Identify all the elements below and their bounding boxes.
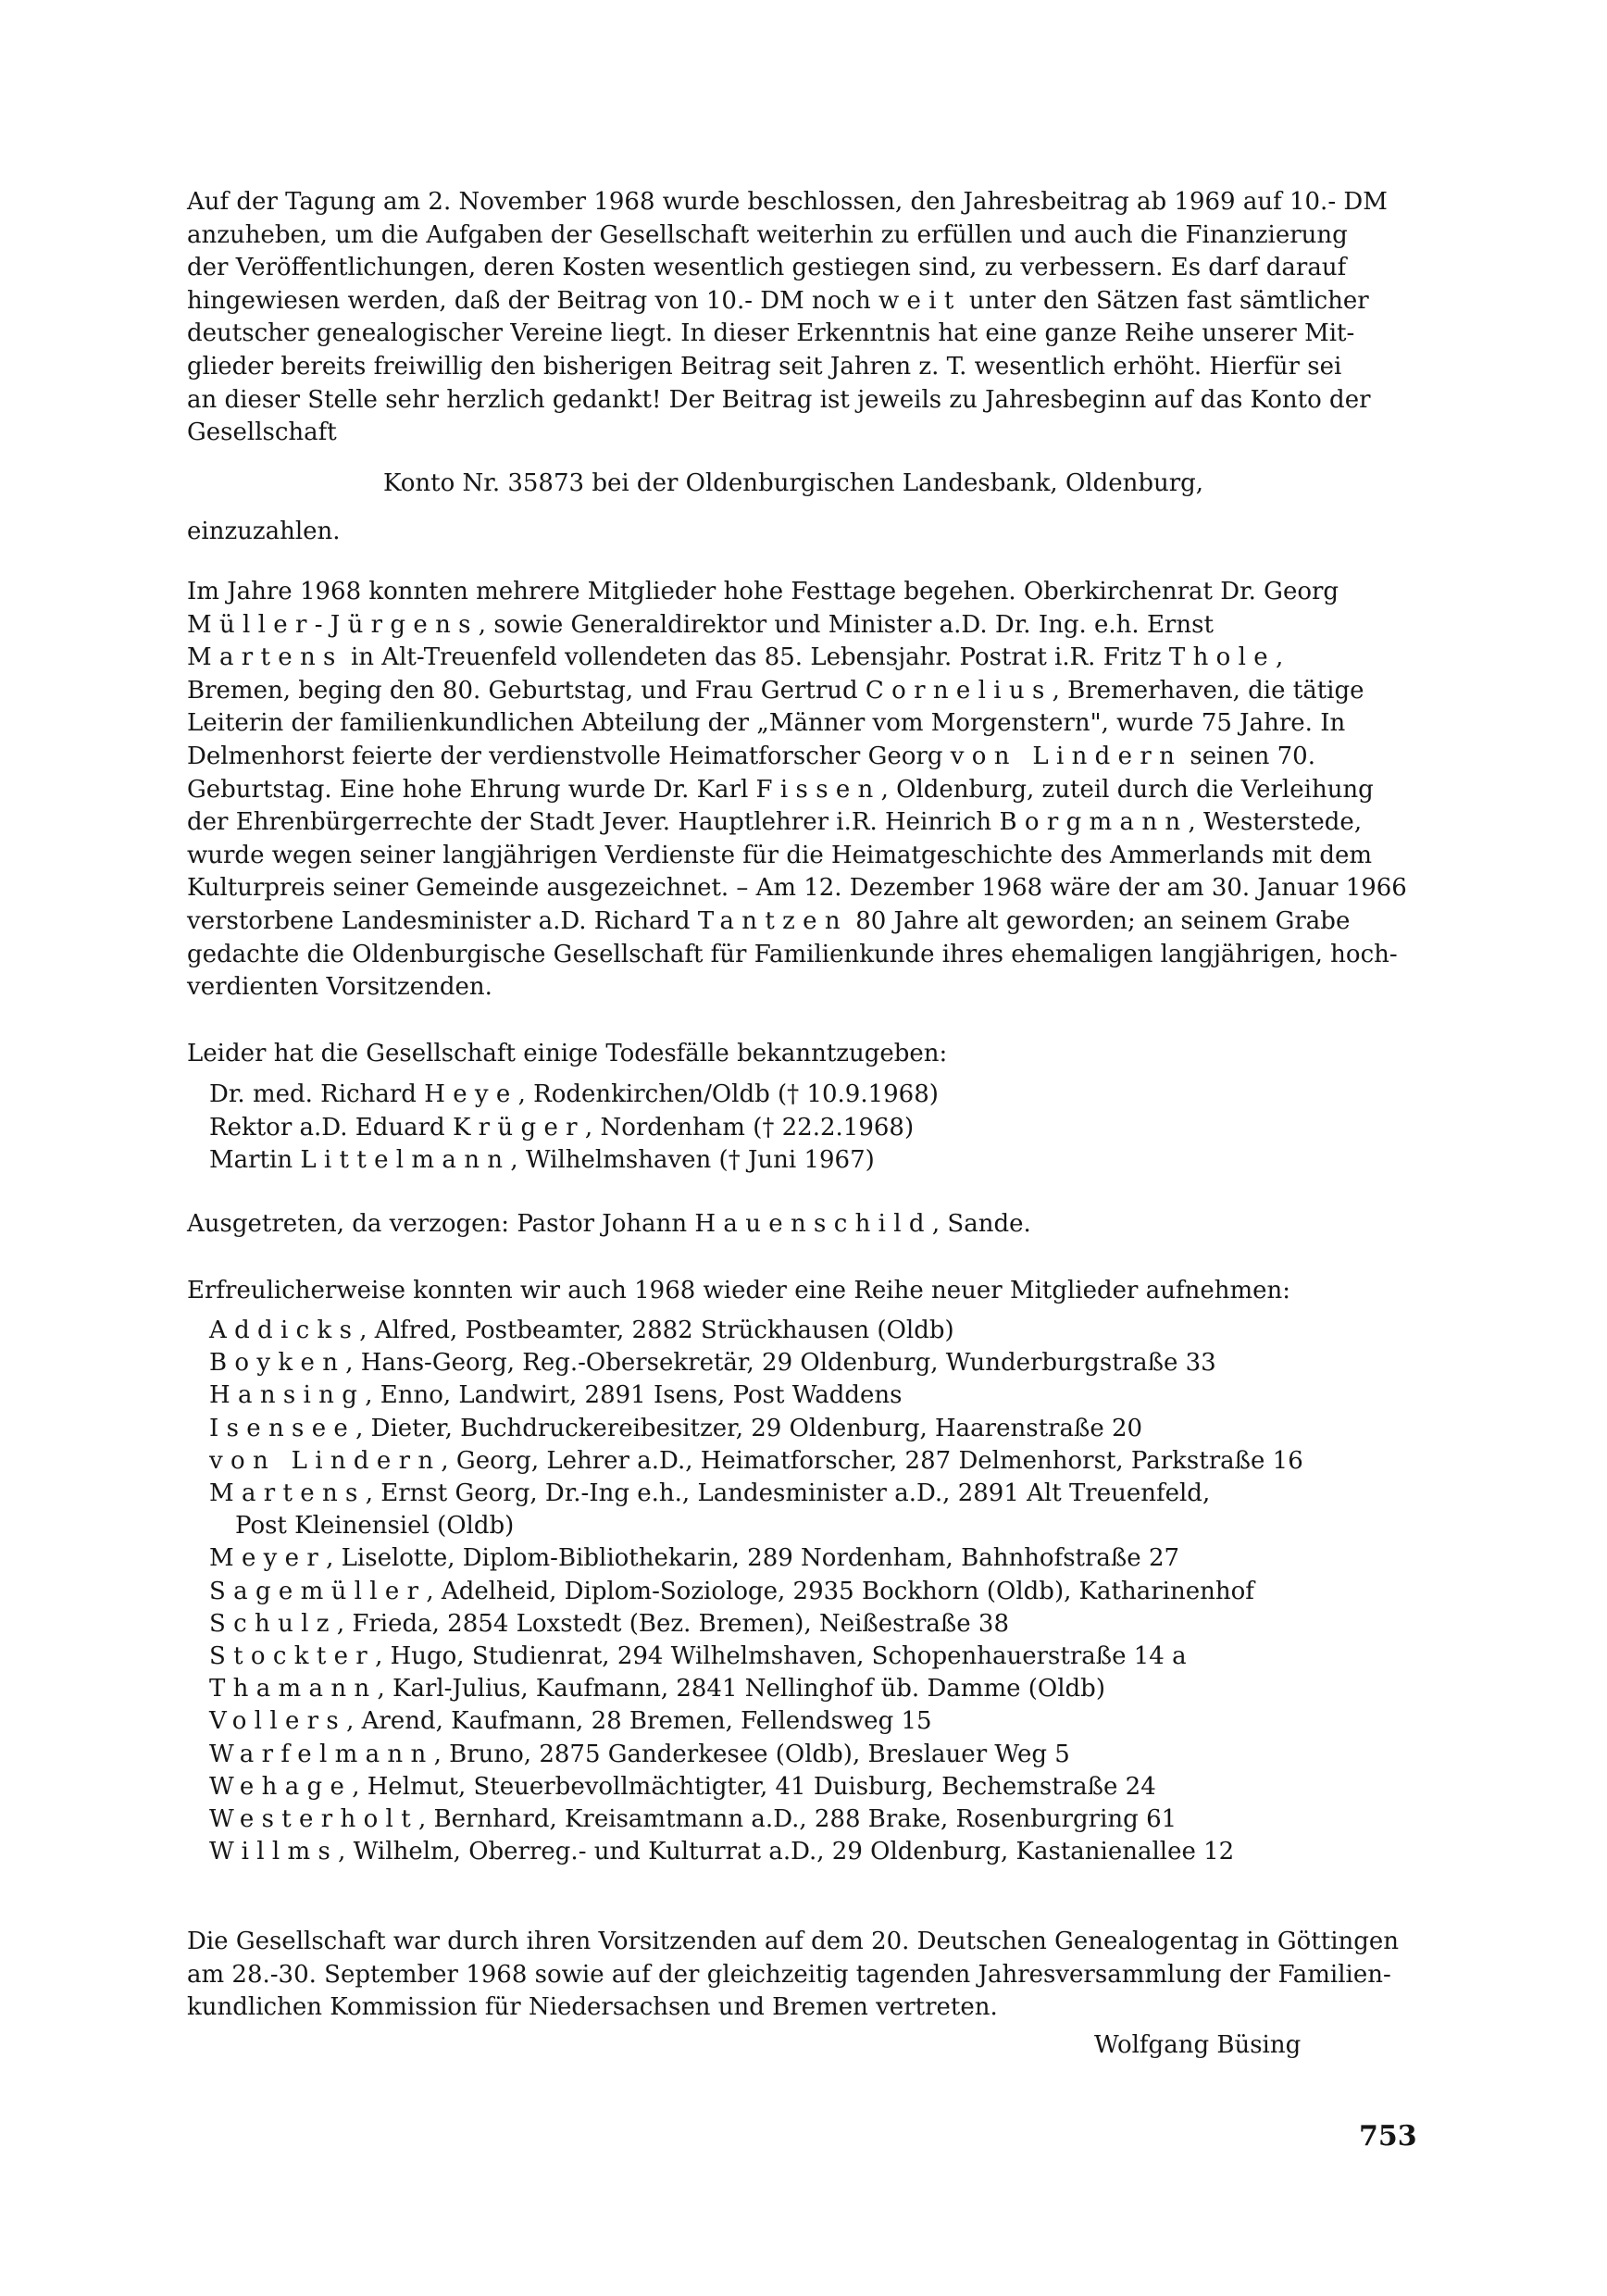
person-name: Littelmann bbox=[300, 1146, 511, 1175]
text-line: wurde wegen seiner langjährigen Verdienste für die Heimatgeschichte des Ammerlands mit dem bbox=[187, 841, 1373, 869]
text-span: Rektor a.D. Eduard bbox=[209, 1113, 453, 1142]
person-name: von Lindern bbox=[209, 1446, 442, 1475]
text-span: , Georg, Lehrer a.D., Heimatforscher, 287 Delmenhorst, Parkstraße 16 bbox=[441, 1446, 1303, 1475]
text-span: Ausgetreten, da verzogen: Pastor Johann bbox=[187, 1210, 695, 1238]
text-line: glieder bereits freiwillig den bisherigen Beitrag seit Jahren z. T. wesentlich erhöht. Hierfür sei bbox=[187, 352, 1342, 381]
text-span: , Bruno, 2875 Ganderkesee (Oldb), Breslauer Weg 5 bbox=[433, 1740, 1070, 1768]
paragraph-anniversaries bbox=[187, 576, 1407, 1004]
text-span: , bbox=[1275, 643, 1284, 672]
list-item bbox=[187, 1705, 1407, 1738]
list-item bbox=[187, 1576, 1407, 1608]
person-name: Martens bbox=[209, 1479, 366, 1508]
text-span: , Oldenburg, zuteil durch die Verleihung bbox=[880, 775, 1374, 804]
text-span: , Frieda, 2854 Loxstedt (Bez. Bremen), Neißestraße 38 bbox=[336, 1609, 1010, 1638]
person-name: Warfelmann bbox=[209, 1740, 434, 1768]
person-name: Thamann bbox=[209, 1675, 378, 1703]
text-span: verstorbene Landesminister a.D. Richard bbox=[187, 906, 698, 935]
text-line: anzuheben, um die Aufgaben der Gesellschaft weiterhin zu erfüllen und auch die Finanzierung bbox=[187, 220, 1348, 249]
text-span: , Hans-Georg, Reg.-Obersekretär, 29 Oldenburg, Wunderburgstraße 33 bbox=[345, 1349, 1216, 1378]
text-span: in Alt-Treuenfeld vollendeten das 85. Lebensjahr. Postrat i.R. Fritz bbox=[343, 643, 1169, 672]
text-span: , Westerstede, bbox=[1188, 808, 1363, 837]
person-name: von Lindern bbox=[950, 742, 1183, 770]
text-line: Im Jahre 1968 konnten mehrere Mitglieder hohe Festtage begehen. Oberkirchenrat Dr. Georg bbox=[187, 578, 1339, 605]
text-span: , Hugo, Studienrat, 294 Wilhelmshaven, Schopenhauerstraße 14 a bbox=[375, 1642, 1187, 1671]
text-line: Gesellschaft bbox=[187, 418, 337, 447]
signature: Wolfgang Büsing bbox=[1094, 2031, 1302, 2059]
text-line bbox=[187, 741, 1407, 774]
text-span: , Nordenham († 22.2.1968) bbox=[584, 1113, 915, 1142]
text-line: Leiterin der familienkundlichen Abteilung der „Männer vom Morgenstern", wurde 75 Jahre. In bbox=[187, 709, 1346, 738]
list-item bbox=[187, 1739, 1407, 1771]
text-span: seinen 70. bbox=[1182, 742, 1315, 770]
text-span: , sowie Generaldirektor und Minister a.D. Dr. Ing. e.h. Ernst bbox=[478, 610, 1214, 639]
paragraph-membership-fee bbox=[187, 186, 1407, 450]
text-line bbox=[187, 675, 1407, 708]
person-name: Thole bbox=[1168, 643, 1276, 672]
text-span: unter den Sätzen fast sämtlicher bbox=[961, 286, 1369, 315]
person-name: Vollers bbox=[209, 1707, 347, 1736]
text-span: , Alfred, Postbeamter, 2882 Strückhausen (Oldb) bbox=[359, 1316, 954, 1344]
text-span: , Arend, Kaufmann, 28 Bremen, Fellendsweg 15 bbox=[346, 1707, 932, 1736]
person-name: Willms bbox=[209, 1838, 339, 1866]
list-item bbox=[187, 1445, 1407, 1478]
text-span: , Bremerhaven, die tätige bbox=[1052, 676, 1364, 705]
text-span: , Sande. bbox=[931, 1210, 1031, 1238]
list-item bbox=[187, 1673, 1407, 1705]
text-line: Kulturpreis seiner Gemeinde ausgezeichnet. – Am 12. Dezember 1968 wäre der am 30. Januar 1966 bbox=[187, 874, 1407, 903]
text-line: gedachte die Oldenburgische Gesellschaft für Familienkunde ihres ehemaligen langjährigen, hoch- bbox=[187, 940, 1398, 968]
person-name: Borgmann bbox=[999, 808, 1189, 837]
text-span: , Dieter, Buchdruckereibesitzer, 29 Oldenburg, Haarenstraße 20 bbox=[355, 1414, 1143, 1442]
person-name: Boyken bbox=[209, 1349, 346, 1378]
text-line: der Veröffentlichungen, deren Kosten wesentlich gestiegen sind, zu verbessern. Es darf darauf bbox=[187, 254, 1347, 282]
text-span: Geburtstag. Eine hohe Ehrung wurde Dr. Karl bbox=[187, 775, 756, 804]
person-name: Martens bbox=[187, 643, 343, 672]
text-span: , Karl-Julius, Kaufmann, 2841 Nellinghof üb. Damme (Oldb) bbox=[377, 1675, 1105, 1703]
spaced-emphasis: weit bbox=[878, 286, 962, 315]
list-item bbox=[187, 1413, 1407, 1445]
list-item bbox=[187, 1079, 1407, 1112]
resignation-line bbox=[187, 1208, 1407, 1242]
person-name: Tantzen bbox=[697, 906, 848, 935]
deaths-list bbox=[187, 1079, 1407, 1178]
text-line: am 28.-30. September 1968 sowie auf der gleichzeitig tagenden Jahresversammlung der Familien- bbox=[187, 1960, 1391, 1989]
text-span: hingewiesen werden, daß der Beitrag von 10.- DM noch bbox=[187, 286, 878, 315]
text-line: Die Gesellschaft war durch ihren Vorsitzenden auf dem 20. Deutschen Genealogentag in Göttingen bbox=[187, 1928, 1400, 1955]
person-name: Fissen bbox=[755, 775, 881, 804]
text-line bbox=[187, 774, 1407, 807]
person-name: Schulz bbox=[209, 1609, 337, 1638]
person-name: Isensee bbox=[209, 1414, 356, 1442]
person-name: Krüger bbox=[452, 1113, 585, 1142]
text-span: , Wilhelm, Oberreg.- und Kulturrat a.D., 29 Oldenburg, Kastanienallee 12 bbox=[338, 1838, 1235, 1866]
list-item bbox=[187, 1315, 1407, 1347]
person-name: Wehage bbox=[209, 1772, 353, 1801]
text-span: Dr. med. Richard bbox=[209, 1080, 425, 1108]
text-span: 80 Jahre alt geworden; an seinem Grabe bbox=[847, 906, 1351, 935]
list-item bbox=[187, 1836, 1407, 1868]
person-name: Müller-Jürgens bbox=[187, 610, 479, 639]
person-name: Cornelius bbox=[865, 676, 1053, 705]
text-span: Bremen, beging den 80. Geburtstag, und Frau Gertrud bbox=[187, 676, 866, 705]
person-name: Hansing bbox=[209, 1381, 366, 1410]
text-line: Auf der Tagung am 2. November 1968 wurde beschlossen, den Jahresbeitrag ab 1969 auf 10.- DM bbox=[187, 188, 1388, 216]
text-span: , Adelheid, Diplom-Soziologe, 2935 Bockhorn (Oldb), Katharinenhof bbox=[426, 1577, 1254, 1605]
text-span: Martin bbox=[209, 1146, 301, 1175]
list-item bbox=[187, 1771, 1407, 1803]
person-name: Hauenschild bbox=[694, 1210, 932, 1238]
page-number: 753 bbox=[1359, 2120, 1417, 2152]
person-name: Addicks bbox=[209, 1316, 360, 1344]
list-item-continuation bbox=[187, 1510, 1407, 1542]
list-item bbox=[187, 1144, 1407, 1178]
new-members-list bbox=[187, 1315, 1407, 1868]
text-line bbox=[187, 285, 1407, 318]
text-line: deutscher genealogischer Vereine liegt. In dieser Erkenntnis hat eine ganze Reihe unserer Mit- bbox=[187, 319, 1355, 348]
text-line: an dieser Stelle sehr herzlich gedankt! Der Beitrag ist jeweils zu Jahresbeginn auf das Konto der bbox=[187, 385, 1371, 414]
list-item bbox=[187, 1347, 1407, 1379]
person-name: Westerholt bbox=[209, 1805, 418, 1834]
text-line bbox=[187, 905, 1407, 939]
list-item bbox=[187, 1608, 1407, 1641]
text-line: verdienten Vorsitzenden. bbox=[187, 973, 492, 1002]
new-members-heading: Erfreulicherweise konnten wir auch 1968 wieder eine Reihe neuer Mitglieder aufnehmen: bbox=[187, 1277, 1291, 1304]
person-name: Stockter bbox=[209, 1642, 376, 1671]
list-item bbox=[187, 1379, 1407, 1412]
text-span: , Bernhard, Kreisamtmann a.D., 288 Brake, Rosenburgring 61 bbox=[417, 1805, 1177, 1834]
text-span: , Wilhelmshaven († Juni 1967) bbox=[510, 1146, 875, 1175]
list-item bbox=[187, 1478, 1407, 1510]
text-span: , Helmut, Steuerbevollmächtigter, 41 Duisburg, Bechemstraße 24 bbox=[352, 1772, 1156, 1801]
text-span: Delmenhorst feierte der verdienstvolle Heimatforscher Georg bbox=[187, 742, 951, 770]
person-name: Meyer bbox=[209, 1544, 327, 1573]
person-name: Sagemüller bbox=[209, 1577, 427, 1605]
text-line bbox=[187, 642, 1407, 675]
text-span: , Enno, Landwirt, 2891 Isens, Post Waddens bbox=[365, 1381, 903, 1410]
text-line: kundlichen Kommission für Niedersachsen und Bremen vertreten. bbox=[187, 1993, 998, 2022]
list-item bbox=[187, 1803, 1407, 1836]
list-item bbox=[187, 1542, 1407, 1575]
bank-account-line: Konto Nr. 35873 bei der Oldenburgischen Landesbank, Oldenburg, bbox=[383, 469, 1204, 497]
text-line bbox=[187, 806, 1407, 840]
text-line bbox=[187, 609, 1407, 643]
list-item bbox=[187, 1641, 1407, 1673]
paragraph-closing bbox=[187, 1926, 1407, 2025]
person-name: Heye bbox=[424, 1080, 518, 1108]
text-span: der Ehrenbürgerrechte der Stadt Jever. Hauptlehrer i.R. Heinrich bbox=[187, 808, 1000, 837]
text-span: , Ernst Georg, Dr.-Ing e.h., Landesminister a.D., 2891 Alt Treuenfeld, bbox=[365, 1479, 1211, 1508]
text-line: einzuzahlen. bbox=[187, 518, 341, 545]
list-item bbox=[187, 1112, 1407, 1145]
text-span: Post Kleinensiel (Oldb) bbox=[235, 1512, 515, 1541]
text-span: , Rodenkirchen/Oldb († 10.9.1968) bbox=[517, 1080, 939, 1108]
deaths-heading: Leider hat die Gesellschaft einige Todesfälle bekanntzugeben: bbox=[187, 1040, 948, 1067]
text-span: , Liselotte, Diplom-Bibliothekarin, 289 Nordenham, Bahnhofstraße 27 bbox=[326, 1544, 1180, 1573]
